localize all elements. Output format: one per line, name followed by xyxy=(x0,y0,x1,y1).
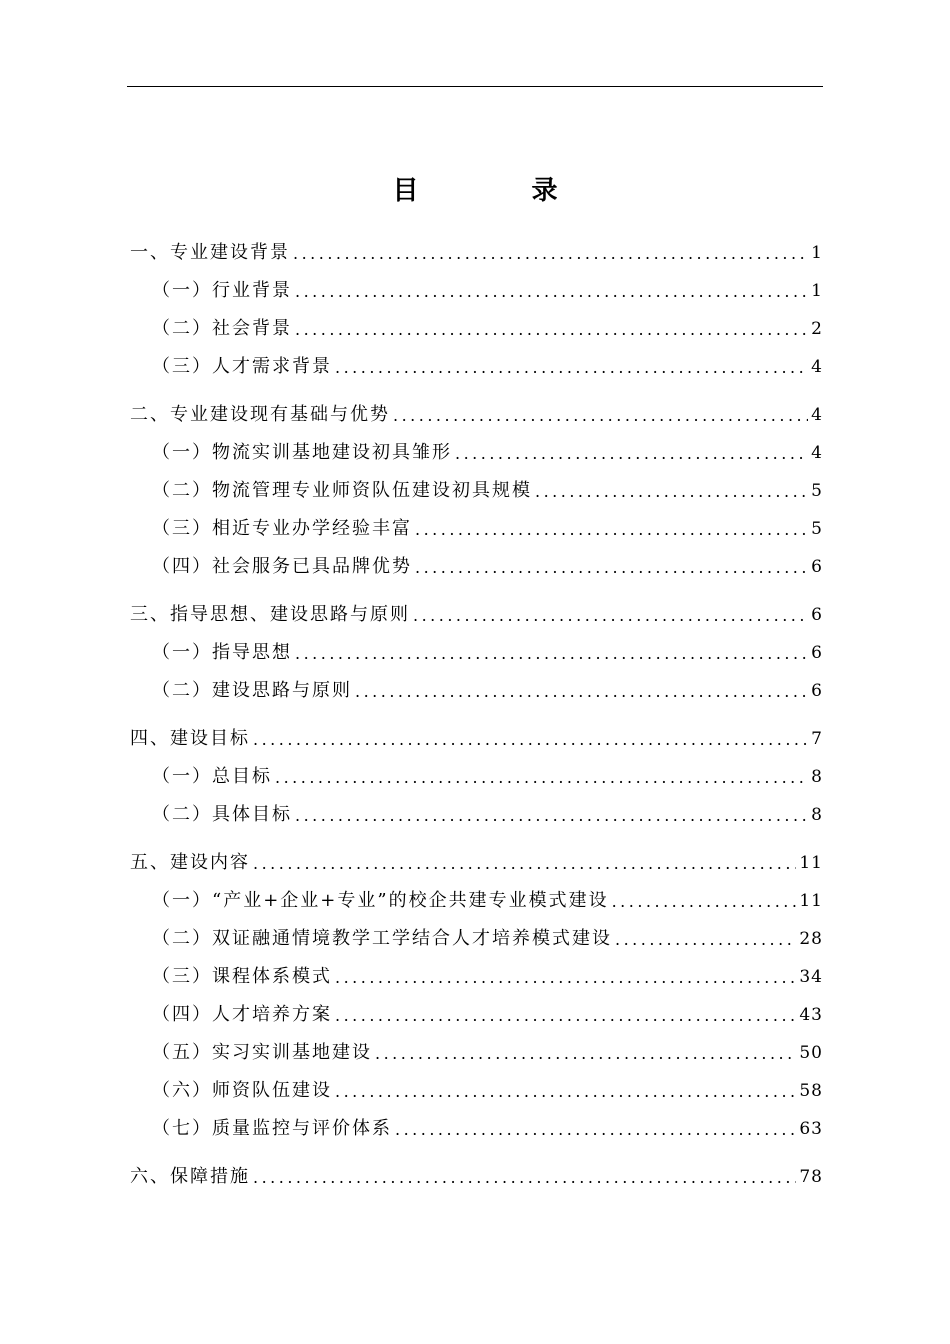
toc-entry-page: 5 xyxy=(811,519,823,539)
toc-dot-leader xyxy=(612,894,797,910)
toc-entry-page: 6 xyxy=(811,643,823,663)
toc-entry-label: （七）质量监控与评价体系 xyxy=(152,1118,392,1139)
toc-entry[interactable] xyxy=(130,300,823,338)
toc-dot-leader xyxy=(253,732,808,748)
toc-entry-page: 1 xyxy=(811,243,823,263)
toc-dot-leader xyxy=(335,360,808,376)
toc-entry-page: 34 xyxy=(799,967,823,987)
toc-entry-page: 6 xyxy=(811,557,823,577)
toc-entry-page: 43 xyxy=(799,1005,823,1025)
toc-entry-page: 58 xyxy=(799,1081,823,1101)
toc-entry-page: 4 xyxy=(811,405,823,425)
toc-entry-label: 六、保障措施 xyxy=(130,1166,250,1187)
toc-entry-page: 6 xyxy=(811,605,823,625)
toc-dot-leader xyxy=(335,1084,796,1100)
toc-entry-label: （二）双证融通情境教学工学结合人才培养模式建设 xyxy=(152,928,612,949)
toc-dot-leader xyxy=(415,522,808,538)
toc-entry[interactable] xyxy=(130,462,823,500)
toc-entry-label: （六）师资队伍建设 xyxy=(152,1080,332,1101)
toc-dot-leader xyxy=(375,1046,796,1062)
toc-entry-page: 7 xyxy=(811,729,823,749)
toc-entry-page: 4 xyxy=(811,357,823,377)
toc-entry-label: （三）人才需求背景 xyxy=(152,356,332,377)
toc-dot-leader xyxy=(275,770,808,786)
toc-entry-label: 四、建设目标 xyxy=(130,728,250,749)
toc-entry[interactable] xyxy=(130,948,823,986)
toc-entry[interactable] xyxy=(130,224,823,262)
toc-dot-leader xyxy=(413,608,808,624)
toc-entry[interactable] xyxy=(130,872,823,910)
toc-entry-label: 三、指导思想、建设思路与原则 xyxy=(130,604,410,625)
toc-entry-label: 五、建设内容 xyxy=(130,852,250,873)
toc-entry[interactable] xyxy=(130,338,823,376)
toc-entry[interactable] xyxy=(130,834,823,872)
toc-dot-leader xyxy=(355,684,808,700)
toc-dot-leader xyxy=(253,856,796,872)
toc-entry-label: （二）具体目标 xyxy=(152,804,292,825)
toc-entry[interactable] xyxy=(130,1100,823,1138)
toc-entry[interactable] xyxy=(130,662,823,700)
toc-dot-leader xyxy=(295,284,808,300)
toc-entry-label: （四）人才培养方案 xyxy=(152,1004,332,1025)
toc-entry-page: 5 xyxy=(811,481,823,501)
header-rule xyxy=(127,86,823,87)
toc-entry-label: （二）社会背景 xyxy=(152,318,292,339)
toc-entry-page: 1 xyxy=(811,281,823,301)
table-of-contents xyxy=(130,224,823,1186)
toc-dot-leader xyxy=(293,246,808,262)
toc-entry[interactable] xyxy=(130,624,823,662)
toc-entry-label: （三）课程体系模式 xyxy=(152,966,332,987)
toc-entry-label: （三）相近专业办学经验丰富 xyxy=(152,518,412,539)
toc-entry-page: 8 xyxy=(811,767,823,787)
toc-entry[interactable] xyxy=(130,786,823,824)
toc-dot-leader xyxy=(335,1008,796,1024)
toc-dot-leader xyxy=(295,322,808,338)
toc-entry-page: 8 xyxy=(811,805,823,825)
toc-entry-label: 二、专业建设现有基础与优势 xyxy=(130,404,390,425)
toc-entry[interactable] xyxy=(130,262,823,300)
toc-entry[interactable] xyxy=(130,538,823,576)
toc-entry-page: 2 xyxy=(811,319,823,339)
toc-entry[interactable] xyxy=(130,586,823,624)
toc-entry[interactable] xyxy=(130,500,823,538)
toc-dot-leader xyxy=(393,408,808,424)
toc-dot-leader xyxy=(253,1170,796,1186)
toc-entry-page: 50 xyxy=(799,1043,823,1063)
toc-entry-label: （二）建设思路与原则 xyxy=(152,680,352,701)
toc-dot-leader xyxy=(455,446,808,462)
toc-entry[interactable] xyxy=(130,424,823,462)
toc-entry-page: 63 xyxy=(799,1119,823,1139)
toc-entry[interactable] xyxy=(130,748,823,786)
toc-entry[interactable] xyxy=(130,910,823,948)
toc-dot-leader xyxy=(535,484,808,500)
toc-dot-leader xyxy=(335,970,796,986)
toc-dot-leader xyxy=(295,646,808,662)
toc-entry[interactable] xyxy=(130,710,823,748)
page-title: 目 录 xyxy=(392,176,610,206)
toc-entry-label: （五）实习实训基地建设 xyxy=(152,1042,372,1063)
toc-entry-label: （二）物流管理专业师资队伍建设初具规模 xyxy=(152,480,532,501)
toc-entry-page: 28 xyxy=(799,929,823,949)
toc-entry[interactable] xyxy=(130,1024,823,1062)
toc-entry-page: 4 xyxy=(811,443,823,463)
toc-entry-page: 6 xyxy=(811,681,823,701)
toc-entry-label: （一）物流实训基地建设初具雏形 xyxy=(152,442,452,463)
toc-dot-leader xyxy=(415,560,808,576)
toc-dot-leader xyxy=(615,932,796,948)
toc-entry-label: （一）总目标 xyxy=(152,766,272,787)
toc-entry-page: 11 xyxy=(799,891,823,911)
toc-dot-leader xyxy=(395,1122,796,1138)
toc-entry-label: （一）“产业+企业+专业”的校企共建专业模式建设 xyxy=(152,890,609,911)
toc-entry-label: （一）指导思想 xyxy=(152,642,292,663)
toc-dot-leader xyxy=(295,808,808,824)
toc-entry-page: 11 xyxy=(799,853,823,873)
toc-entry-label: （四）社会服务已具品牌优势 xyxy=(152,556,412,577)
toc-entry[interactable] xyxy=(130,1148,823,1186)
toc-entry[interactable] xyxy=(130,386,823,424)
toc-entry-label: （一）行业背景 xyxy=(152,280,292,301)
toc-entry[interactable] xyxy=(130,1062,823,1100)
toc-entry-label: 一、专业建设背景 xyxy=(130,242,290,263)
toc-entry[interactable] xyxy=(130,986,823,1024)
toc-entry-page: 78 xyxy=(799,1167,823,1187)
